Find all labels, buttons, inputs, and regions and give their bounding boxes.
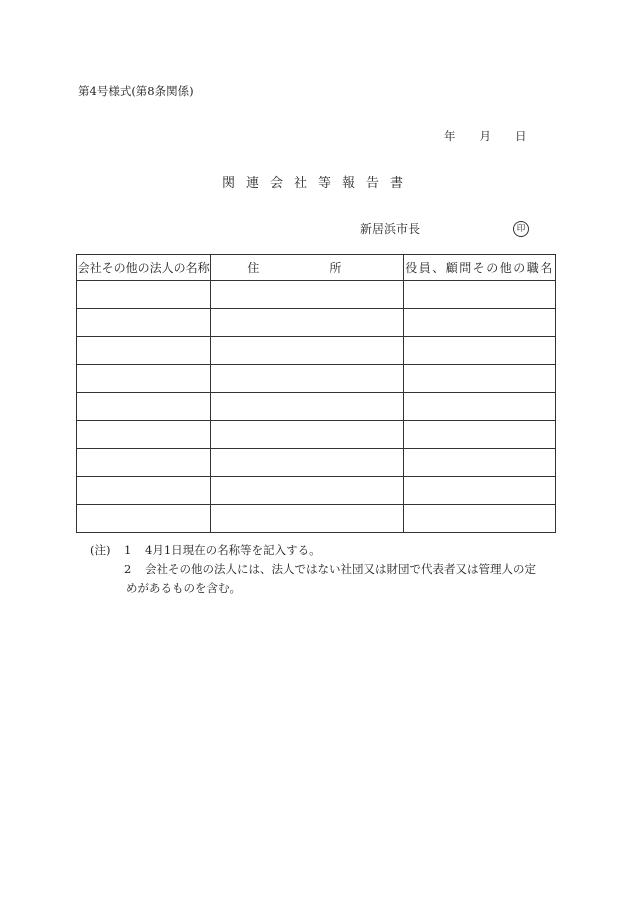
- note-2-text: 会社その他の法人には、法人ではない社団又は財団で代表者又は管理人の定: [145, 562, 536, 576]
- table-row: [77, 477, 556, 505]
- address-cell[interactable]: [211, 309, 404, 337]
- address-cell[interactable]: [211, 449, 404, 477]
- seal-mark: 印: [513, 221, 529, 237]
- date-line: [444, 131, 527, 143]
- date-year-label: 年: [444, 129, 456, 143]
- note-1-text: 4月1日現在の名称等を記入する。: [145, 543, 321, 557]
- company-name-cell[interactable]: [77, 281, 211, 309]
- address-cell[interactable]: [211, 477, 404, 505]
- position-cell[interactable]: [403, 505, 555, 533]
- table-row: [77, 449, 556, 477]
- table-row: [77, 309, 556, 337]
- report-table: [76, 254, 556, 533]
- header-address-part-1: 住: [247, 261, 260, 275]
- table-row: [77, 393, 556, 421]
- position-cell[interactable]: [403, 449, 555, 477]
- note-1-number: 1: [124, 543, 132, 557]
- company-name-cell[interactable]: [77, 337, 211, 365]
- address-cell[interactable]: [211, 337, 404, 365]
- table-row: [77, 365, 556, 393]
- address-cell[interactable]: [211, 505, 404, 533]
- company-name-cell[interactable]: [77, 309, 211, 337]
- document-title: 関連会社等報告書: [222, 176, 415, 191]
- table-header-row: [77, 255, 556, 281]
- note-2-continuation: めがあるものを含む。: [126, 581, 241, 595]
- company-name-cell[interactable]: [77, 449, 211, 477]
- address-cell[interactable]: [211, 421, 404, 449]
- company-name-cell[interactable]: [77, 365, 211, 393]
- table-row: [77, 337, 556, 365]
- header-position: 役員、顧問その他の職名: [403, 255, 555, 281]
- position-cell[interactable]: [403, 393, 555, 421]
- table-row: [77, 421, 556, 449]
- address-cell[interactable]: [211, 365, 404, 393]
- position-cell[interactable]: [403, 421, 555, 449]
- note-2-number: 2: [124, 562, 132, 576]
- company-name-cell[interactable]: [77, 505, 211, 533]
- position-cell[interactable]: [403, 477, 555, 505]
- date-day-label: 日: [515, 129, 527, 143]
- position-cell[interactable]: [403, 337, 555, 365]
- address-cell[interactable]: [211, 393, 404, 421]
- form-number: 第4号様式(第8条関係): [78, 84, 194, 98]
- note-label: (注): [90, 543, 111, 557]
- company-name-cell[interactable]: [77, 421, 211, 449]
- position-cell[interactable]: [403, 309, 555, 337]
- table-row: [77, 281, 556, 309]
- position-cell[interactable]: [403, 281, 555, 309]
- company-name-cell[interactable]: [77, 393, 211, 421]
- recipient-name: 新居浜市長: [360, 222, 421, 236]
- date-month-label: 月: [479, 129, 491, 143]
- header-address-part-2: 所: [329, 261, 342, 275]
- header-company-name: 会社その他の法人の名称: [77, 255, 211, 281]
- table-body: [77, 281, 556, 533]
- company-name-cell[interactable]: [77, 477, 211, 505]
- position-cell[interactable]: [403, 365, 555, 393]
- table-row: [77, 505, 556, 533]
- address-cell[interactable]: [211, 281, 404, 309]
- header-address: [211, 255, 404, 281]
